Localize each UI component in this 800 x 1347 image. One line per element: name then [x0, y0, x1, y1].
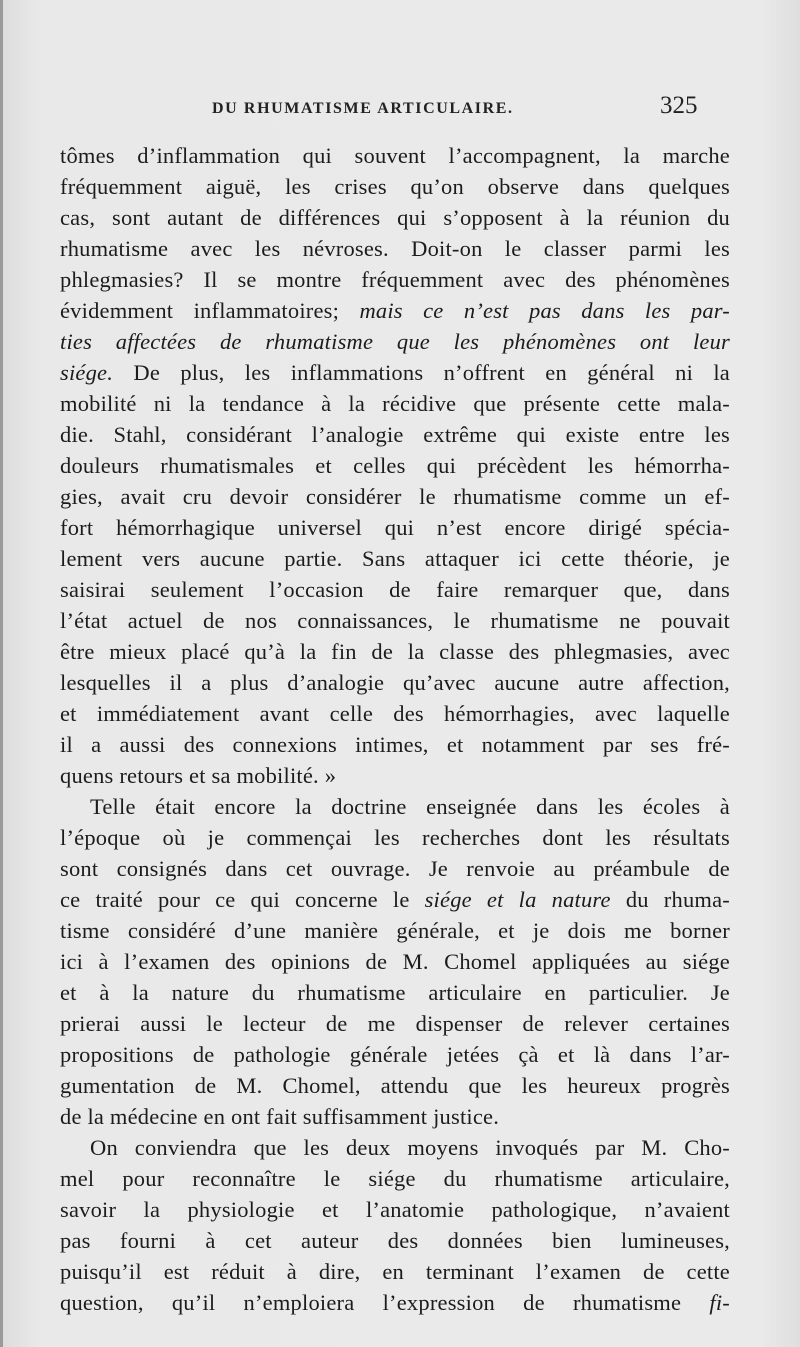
text-segment: phlegmasies? Il se montre fréquemment avec des phénomènes	[60, 267, 730, 292]
text-segment: mobilité ni la tendance à la récidive que présente cette mala-	[60, 391, 730, 416]
text-line	[60, 605, 730, 636]
text-line	[60, 1256, 730, 1287]
text-line	[60, 977, 730, 1008]
text-line	[60, 946, 730, 977]
text-line	[60, 915, 730, 946]
text-segment: et immédiatement avant celle des hémorrhagies, avec laquelle	[60, 701, 730, 726]
text-segment: fréquemment aiguë, les crises qu’on observe dans quelques	[60, 174, 730, 199]
text-segment: propositions de pathologie générale jetées çà et là dans l’ar-	[60, 1042, 730, 1067]
text-line	[60, 357, 730, 388]
text-line	[60, 419, 730, 450]
text-segment: l’état actuel de nos connaissances, le rhumatisme ne pouvait	[60, 608, 730, 633]
text-line	[60, 760, 730, 791]
text-line	[60, 295, 730, 326]
text-segment: cas, sont autant de différences qui s’opposent à la réunion du	[60, 205, 730, 230]
italic-text: ties affectées de rhumatisme que les phénomènes ont leur	[60, 329, 730, 354]
body-text	[60, 140, 730, 1318]
text-segment: rhumatisme avec les névroses. Doit-on le classer parmi les	[60, 236, 730, 261]
text-segment: prierai aussi le lecteur de me dispenser de relever certaines	[60, 1011, 730, 1036]
text-segment: puisqu’il est réduit à dire, en terminant l’examen de cette	[60, 1259, 730, 1284]
text-segment: Telle était encore la doctrine enseignée dans les écoles à	[90, 794, 730, 819]
text-segment: question, qu’il n’emploiera l’expression de rhumatisme	[60, 1290, 710, 1315]
text-segment: l’époque où je commençai les recherches dont les résultats	[60, 825, 730, 850]
text-segment: savoir la physiologie et l’anatomie pathologique, n’avaient	[60, 1197, 730, 1222]
text-line	[60, 1008, 730, 1039]
text-line	[60, 1039, 730, 1070]
italic-text: siége et la nature	[424, 887, 611, 912]
text-segment: tômes d’inflammation qui souvent l’accompagnent, la marche	[60, 143, 730, 168]
text-segment: gies, avait cru devoir considérer le rhumatisme comme un ef-	[60, 484, 730, 509]
text-line	[60, 1101, 730, 1132]
text-line	[60, 140, 730, 171]
text-line	[60, 698, 730, 729]
running-head	[0, 92, 800, 122]
text-segment: De plus, les inflammations n’offrent en général ni la	[113, 360, 730, 385]
text-segment: ce traité pour ce qui concerne le	[60, 887, 425, 912]
text-line	[60, 450, 730, 481]
text-segment: die. Stahl, considérant l’analogie extrême qui existe entre les	[60, 422, 730, 447]
page-number: 325	[660, 92, 698, 119]
text-segment: gumentation de M. Chomel, attendu que les heureux progrès	[60, 1073, 730, 1098]
text-segment: mel pour reconnaître le siége du rhumatisme articulaire,	[60, 1166, 730, 1191]
text-segment: ici à l’examen des opinions de M. Chomel appliquées au siége	[60, 949, 730, 974]
text-line	[60, 884, 730, 915]
text-segment: douleurs rhumatismales et celles qui précèdent les hémorrha-	[60, 453, 730, 478]
text-line	[60, 574, 730, 605]
text-line	[60, 729, 730, 760]
text-line	[60, 264, 730, 295]
text-segment: de la médecine en ont fait suffisamment justice.	[60, 1104, 500, 1129]
text-segment: il a aussi des connexions intimes, et notamment par ses fré-	[60, 732, 730, 757]
text-line	[60, 667, 730, 698]
text-segment: et à la nature du rhumatisme articulaire en particulier. Je	[60, 980, 730, 1005]
text-line	[60, 1163, 730, 1194]
text-line	[60, 171, 730, 202]
text-segment: saisirai seulement l’occasion de faire remarquer que, dans	[60, 577, 730, 602]
text-line	[60, 1194, 730, 1225]
text-line	[60, 233, 730, 264]
running-title: DU RHUMATISME ARTICULAIRE.	[212, 100, 514, 117]
page-edge	[0, 0, 3, 1347]
text-segment: fort hémorrhagique universel qui n’est encore dirigé spécia-	[60, 515, 730, 540]
text-segment: sont consignés dans cet ouvrage. Je renvoie au préambule de	[60, 856, 730, 881]
text-line	[60, 636, 730, 667]
text-line	[60, 822, 730, 853]
text-segment: du rhuma-	[610, 887, 730, 912]
text-line	[60, 1287, 730, 1318]
text-line	[60, 791, 730, 822]
text-line	[60, 1225, 730, 1256]
text-line	[60, 481, 730, 512]
text-line	[60, 326, 730, 357]
italic-text: mais ce n’est pas dans les par-	[359, 298, 730, 323]
text-line	[60, 1132, 730, 1163]
text-segment: pas fourni à cet auteur des données bien lumineuses,	[60, 1228, 730, 1253]
text-segment: quens retours et sa mobilité. »	[60, 763, 337, 788]
text-line	[60, 512, 730, 543]
text-segment: évidemment inflammatoires;	[60, 298, 360, 323]
text-line	[60, 543, 730, 574]
text-segment: être mieux placé qu’à la fin de la classe des phlegmasies, avec	[60, 639, 730, 664]
italic-text: fi-	[709, 1290, 730, 1315]
text-segment: On conviendra que les deux moyens invoqués par M. Cho-	[90, 1135, 730, 1160]
italic-text: siége.	[60, 360, 114, 385]
text-segment: lement vers aucune partie. Sans attaquer ici cette théorie, je	[60, 546, 730, 571]
text-line	[60, 202, 730, 233]
text-segment: tisme considéré d’une manière générale, et je dois me borner	[60, 918, 730, 943]
text-line	[60, 1070, 730, 1101]
text-line	[60, 388, 730, 419]
text-segment: lesquelles il a plus d’analogie qu’avec aucune autre affection,	[60, 670, 730, 695]
text-line	[60, 853, 730, 884]
